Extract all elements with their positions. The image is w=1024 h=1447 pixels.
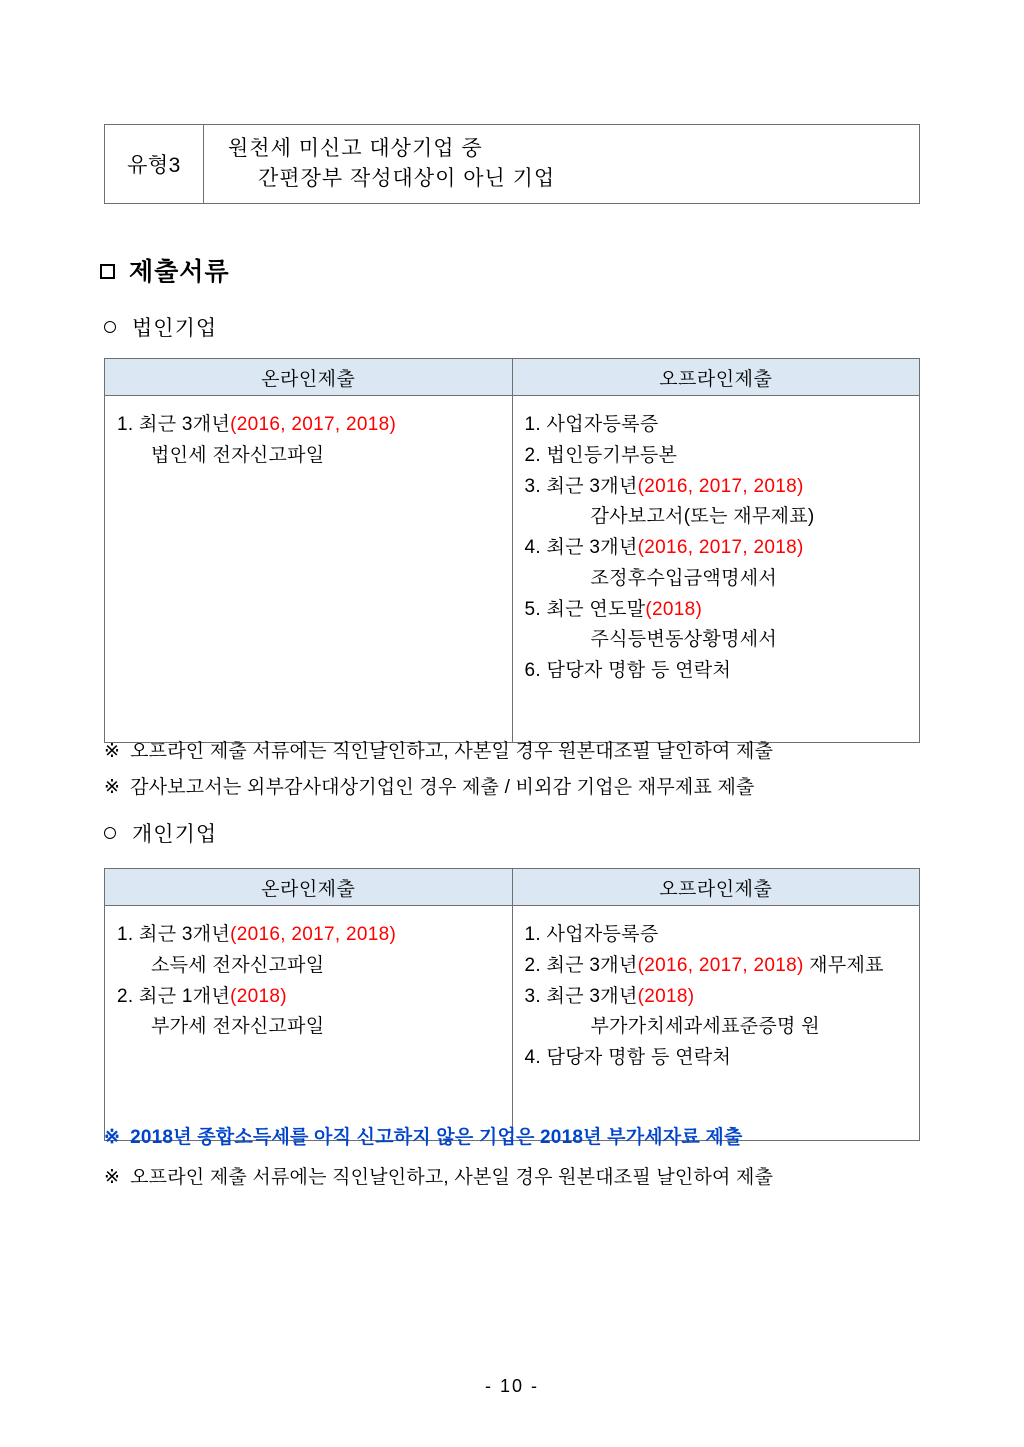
list-item <box>525 1012 908 1043</box>
list-item-highlight: (2018) <box>637 985 695 1007</box>
list-item-number: 4. <box>524 1047 541 1069</box>
list-item-text: 주식등변동상황명세서 <box>590 629 778 651</box>
cell-corporate-offline <box>512 396 920 743</box>
list-item-text: 조정후수입금액명세서 <box>590 567 778 589</box>
list-item-text: 소득세 전자신고파일 <box>151 954 325 976</box>
type-description <box>204 125 919 203</box>
list-item-number: 3. <box>524 985 541 1007</box>
list-item-number: 1. <box>117 924 134 945</box>
list-item <box>525 951 908 982</box>
list-item-text: 최근 3개년 <box>546 954 638 976</box>
table-corporate-documents <box>104 358 920 743</box>
list-item-number: 6. <box>524 660 541 682</box>
list-item <box>525 656 908 687</box>
list-item-text: 최근 3개년 <box>546 537 638 559</box>
list-item-text: 최근 3개년 <box>139 924 231 945</box>
list-item <box>117 1012 500 1043</box>
list-item <box>117 982 500 1013</box>
list-item <box>117 951 500 982</box>
list-item <box>525 533 908 564</box>
square-bullet-icon <box>100 264 115 279</box>
list-item-highlight: (2016, 2017, 2018) <box>230 924 397 945</box>
list-item-text: 감사보고서(또는 재무제표) <box>590 506 815 528</box>
list-item-text: 부가세 전자신고파일 <box>151 1016 325 1038</box>
list-item-number: 1. <box>117 414 134 435</box>
cell-individual-offline <box>512 906 920 1141</box>
type-label: 유형3 <box>105 125 204 203</box>
list-item-highlight: (2016, 2017, 2018) <box>637 537 804 559</box>
list-item-text: 담당자 명함 등 연락처 <box>546 660 732 682</box>
cell-corporate-online <box>105 396 513 743</box>
list-item <box>525 982 908 1013</box>
type-description-line2: 간편장부 작성대상이 아닌 기업 <box>258 167 556 190</box>
column-header-online: 온라인제출 <box>105 869 513 906</box>
note-text: 감사보고서는 외부감사대상기업인 경우 제출 / 비외감 기업은 재무제표 제출 <box>130 777 755 798</box>
table-header-row <box>105 359 920 396</box>
table-header-row <box>105 869 920 906</box>
note-mark-icon: ※ <box>104 741 121 762</box>
list-item-text: 사업자등록증 <box>546 414 659 435</box>
list-item-number: 2. <box>524 954 541 976</box>
circle-bullet-icon <box>104 321 116 333</box>
note-mark-icon: ※ <box>104 777 121 798</box>
list-item-highlight: (2018) <box>645 598 703 620</box>
list-item-text: 최근 3개년 <box>546 475 638 497</box>
list-item <box>525 1043 908 1074</box>
list-item-text: 최근 1개년 <box>139 985 231 1007</box>
list-item <box>117 920 500 951</box>
type-description-line1: 원천세 미신고 대상기업 중 <box>228 136 483 160</box>
column-header-offline: 오프라인제출 <box>512 869 920 906</box>
list-item-number: 5. <box>524 598 541 620</box>
list-item-number: 2. <box>524 444 541 466</box>
subheading-corporate <box>104 312 217 342</box>
subheading-corporate-text: 법인기업 <box>132 317 218 340</box>
list-item-highlight: (2016, 2017, 2018) <box>230 414 397 435</box>
note-corporate-1 <box>104 736 773 763</box>
list-item-text: 부가가치세과세표준증명 원 <box>590 1016 820 1038</box>
list-item-number: 1. <box>524 924 541 945</box>
note-mark-icon: ※ <box>104 1167 121 1188</box>
list-item-number: 2. <box>117 985 134 1007</box>
page-number: - 10 - <box>484 1376 539 1396</box>
list-item-highlight: (2016, 2017, 2018) <box>637 954 804 976</box>
list-item-text: 법인등기부등본 <box>546 444 678 466</box>
list-item-text: 최근 연도말 <box>546 598 646 620</box>
section-heading-text: 제출서류 <box>129 258 230 286</box>
note-text: 오프라인 제출 서류에는 직인날인하고, 사본일 경우 원본대조필 날인하여 제출 <box>130 1167 774 1188</box>
list-item <box>525 920 908 951</box>
note-mark-icon: ※ <box>104 1127 121 1148</box>
list-item <box>525 564 908 595</box>
list-item <box>525 441 908 472</box>
list-item <box>117 410 500 441</box>
list-item <box>525 472 908 503</box>
list-item <box>525 595 908 626</box>
note-individual-2 <box>104 1162 773 1189</box>
subheading-individual <box>104 818 217 848</box>
list-item <box>525 625 908 656</box>
list-item <box>525 410 908 441</box>
type-header-box <box>104 124 920 204</box>
table-row <box>105 396 920 743</box>
list-item-highlight: (2018) <box>230 985 287 1007</box>
circle-bullet-icon <box>104 827 116 839</box>
list-item-number: 1. <box>524 414 541 435</box>
list-item-text: 담당자 명함 등 연락처 <box>546 1047 732 1069</box>
section-heading <box>100 252 230 288</box>
table-row <box>105 906 920 1141</box>
list-item-text: 사업자등록증 <box>546 924 659 945</box>
list-item-text-suffix: 재무제표 <box>803 954 884 976</box>
column-header-offline: 오프라인제출 <box>512 359 920 396</box>
note-corporate-2 <box>104 772 755 799</box>
column-header-online: 온라인제출 <box>105 359 513 396</box>
cell-individual-online <box>105 906 513 1141</box>
list-item-text: 최근 3개년 <box>139 414 231 435</box>
table-individual-documents <box>104 868 920 1141</box>
list-item-text: 최근 3개년 <box>546 985 638 1007</box>
list-item-highlight: (2016, 2017, 2018) <box>637 475 804 497</box>
list-item <box>117 441 500 472</box>
list-item-number: 4. <box>524 537 541 559</box>
subheading-individual-text: 개인기업 <box>132 823 218 846</box>
note-individual-1 <box>104 1122 743 1149</box>
list-item <box>525 502 908 533</box>
list-item-number: 3. <box>524 475 541 497</box>
note-text: 오프라인 제출 서류에는 직인날인하고, 사본일 경우 원본대조필 날인하여 제출 <box>130 741 774 762</box>
note-text: 2018년 종합소득세를 아직 신고하지 않은 기업은 2018년 부가세자료 제출 <box>130 1127 743 1148</box>
list-item-text: 법인세 전자신고파일 <box>151 444 325 466</box>
